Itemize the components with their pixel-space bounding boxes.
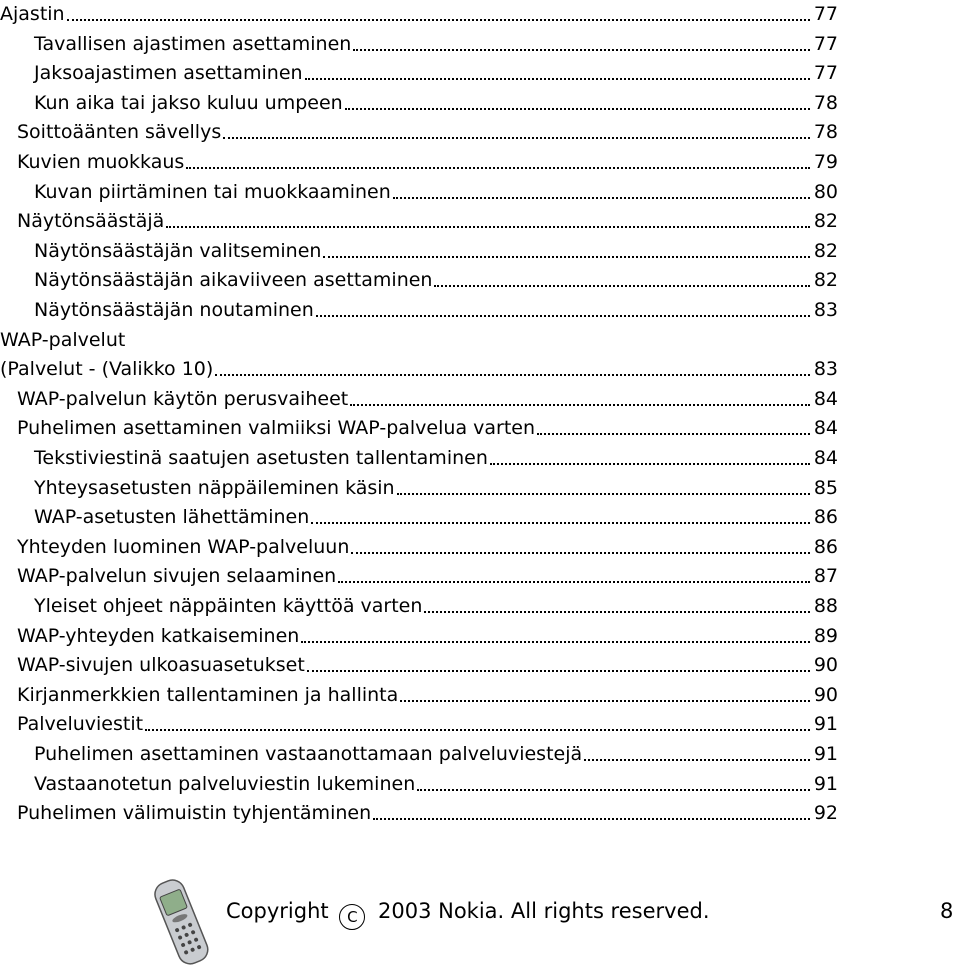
page-footer <box>0 865 960 972</box>
toc-entry-label: Yleiset ohjeet näppäinten käyttöä varten <box>34 595 423 617</box>
toc-entry-page: 80 <box>813 180 838 203</box>
toc-entry[interactable] <box>0 592 838 621</box>
toc-entry-page: 90 <box>813 654 838 677</box>
dot-leader <box>584 759 810 761</box>
dot-leader <box>67 19 810 21</box>
toc-entry-page: 84 <box>813 447 838 469</box>
toc-entry-label: Puhelimen välimuistin tyhjentäminen <box>17 802 372 825</box>
dot-leader <box>393 197 810 199</box>
dot-leader <box>353 49 810 51</box>
toc-entry-label: Puhelimen asettaminen vastaanottamaan palveluviestejä <box>34 743 583 765</box>
toc-entry-label: Kuvan piirtäminen tai muokkaaminen <box>34 180 391 203</box>
dot-leader <box>373 818 810 820</box>
dot-leader <box>215 374 810 376</box>
dot-leader <box>424 611 810 613</box>
toc-entry-page: 79 <box>813 151 838 173</box>
toc-entry[interactable] <box>0 266 838 295</box>
toc-entry[interactable] <box>0 0 838 29</box>
dot-leader <box>417 789 810 791</box>
toc-entry-page: 82 <box>813 239 838 262</box>
dot-leader <box>305 78 810 80</box>
page-number: 8 <box>940 899 954 923</box>
toc-entry-label: WAP-palvelun sivujen selaaminen <box>17 565 337 588</box>
toc-entry-label: WAP-palvelun käytön perusvaiheet <box>17 387 349 410</box>
toc-entry-page: 77 <box>813 32 838 55</box>
toc-entry[interactable] <box>0 503 838 532</box>
toc-entry[interactable] <box>0 622 838 651</box>
toc-entry-page: 83 <box>813 358 838 381</box>
copyright-notice <box>226 899 710 930</box>
toc-entry-page: 82 <box>813 210 838 233</box>
toc-entry[interactable] <box>0 207 838 236</box>
toc-entry-page: 85 <box>813 476 838 499</box>
toc-entry-page: 84 <box>813 417 838 440</box>
dot-leader <box>166 226 810 228</box>
toc-entry-label: Soittoäänten sävellys <box>17 121 222 144</box>
toc-entry-label: Näytönsäästäjä <box>17 210 165 233</box>
toc-entry-page: 92 <box>813 802 838 825</box>
toc-entry-page: 90 <box>813 683 838 706</box>
dot-leader <box>223 137 810 139</box>
toc-entry[interactable] <box>0 770 838 799</box>
toc-entry-page: 86 <box>813 535 838 558</box>
toc-entry-page: 82 <box>813 269 838 292</box>
toc-entry-label: Näytönsäästäjän aikaviiveen asettaminen <box>34 269 433 292</box>
toc-entry-label: (Palvelut - (Valikko 10) <box>0 358 214 381</box>
dot-leader <box>537 433 810 435</box>
toc-entry-page: 89 <box>813 624 838 647</box>
dot-leader <box>311 522 810 524</box>
toc-entry-page: 83 <box>813 299 838 321</box>
toc-entry-label: Puhelimen asettaminen valmiiksi WAP-palvelua varten <box>17 417 536 440</box>
toc-entry[interactable] <box>0 237 838 266</box>
dot-leader <box>400 700 810 702</box>
toc-entry[interactable] <box>0 30 838 59</box>
toc-entry[interactable] <box>0 59 838 88</box>
toc-entry-label: Yhteysasetusten näppäileminen käsin <box>34 476 395 499</box>
toc-entry-label: Jaksoajastimen asettaminen <box>34 62 303 85</box>
toc-entry[interactable] <box>0 710 838 739</box>
toc-entry-label: Kuvien muokkaus <box>17 151 185 173</box>
toc-entry-label: Yhteyden luominen WAP-palveluun <box>17 535 350 558</box>
toc-entry[interactable] <box>0 414 838 443</box>
dot-leader <box>323 256 810 258</box>
toc-entry[interactable] <box>0 89 838 118</box>
dot-leader <box>490 463 810 465</box>
toc-entry-label: Näytönsäästäjän valitseminen <box>34 239 322 262</box>
toc-entry-page: 77 <box>813 3 838 25</box>
dot-leader <box>345 108 810 110</box>
dot-leader <box>351 552 810 554</box>
dot-leader <box>301 641 810 643</box>
toc-entry-page: 77 <box>813 62 838 85</box>
nokia-phone-icon <box>146 873 216 969</box>
toc-entry-label: Kun aika tai jakso kuluu umpeen <box>34 91 343 114</box>
toc-entry-page: 86 <box>813 506 838 529</box>
dot-leader <box>186 167 810 169</box>
toc-entry-label: Näytönsäästäjän noutaminen <box>34 299 314 321</box>
toc-entry[interactable] <box>0 740 838 769</box>
dot-leader <box>307 670 810 672</box>
dot-leader <box>397 493 810 495</box>
toc-entry-page: 91 <box>813 743 838 765</box>
toc-entry-label: WAP-asetusten lähettäminen <box>34 506 310 529</box>
toc-entry-label: Tekstiviestinä saatujen asetusten tallentaminen <box>34 447 488 469</box>
toc-entry[interactable] <box>0 385 838 414</box>
section-heading-entry[interactable] <box>0 355 838 384</box>
toc-entry-label: Vastaanotetun palveluviestin lukeminen <box>34 772 416 795</box>
copyright-symbol: C <box>339 904 365 930</box>
dot-leader <box>145 729 810 731</box>
toc-entry[interactable] <box>0 651 838 680</box>
toc-entry-label: WAP-sivujen ulkoasuasetukset <box>17 654 305 677</box>
toc-entry[interactable] <box>0 562 838 591</box>
toc-entry-page: 91 <box>813 713 838 736</box>
dot-leader <box>338 581 810 583</box>
toc-entry-label: Palveluviestit <box>17 713 144 736</box>
dot-leader <box>434 285 810 287</box>
copyright-prefix: Copyright <box>226 899 329 923</box>
toc-entry-label: Kirjanmerkkien tallentaminen ja hallinta <box>17 683 399 706</box>
toc-entry[interactable] <box>0 148 838 177</box>
toc-entry-label: Ajastin <box>0 3 65 25</box>
toc-entry[interactable] <box>0 533 838 562</box>
toc-entry[interactable] <box>0 178 838 207</box>
toc-entry[interactable] <box>0 474 838 503</box>
toc-entry-page: 88 <box>813 595 838 617</box>
toc-entry-page: 91 <box>813 772 838 795</box>
toc-entry-page: 87 <box>813 565 838 588</box>
dot-leader <box>350 404 810 406</box>
copyright-text: 2003 Nokia. All rights reserved. <box>378 899 710 923</box>
toc-entry[interactable] <box>0 799 838 828</box>
toc-entry-page: 78 <box>813 91 838 114</box>
toc-entry[interactable] <box>0 118 838 147</box>
toc-entry-label: Tavallisen ajastimen asettaminen <box>34 32 352 55</box>
section-heading[interactable]: WAP-palvelut <box>0 328 126 351</box>
toc-entry[interactable] <box>0 296 838 325</box>
toc-entry[interactable] <box>0 444 838 473</box>
dot-leader <box>316 315 810 317</box>
toc-entry-label: WAP-yhteyden katkaiseminen <box>17 624 300 647</box>
toc-entry-page: 78 <box>813 121 838 144</box>
toc-entry[interactable] <box>0 681 838 710</box>
toc-entry-page: 84 <box>813 387 838 410</box>
